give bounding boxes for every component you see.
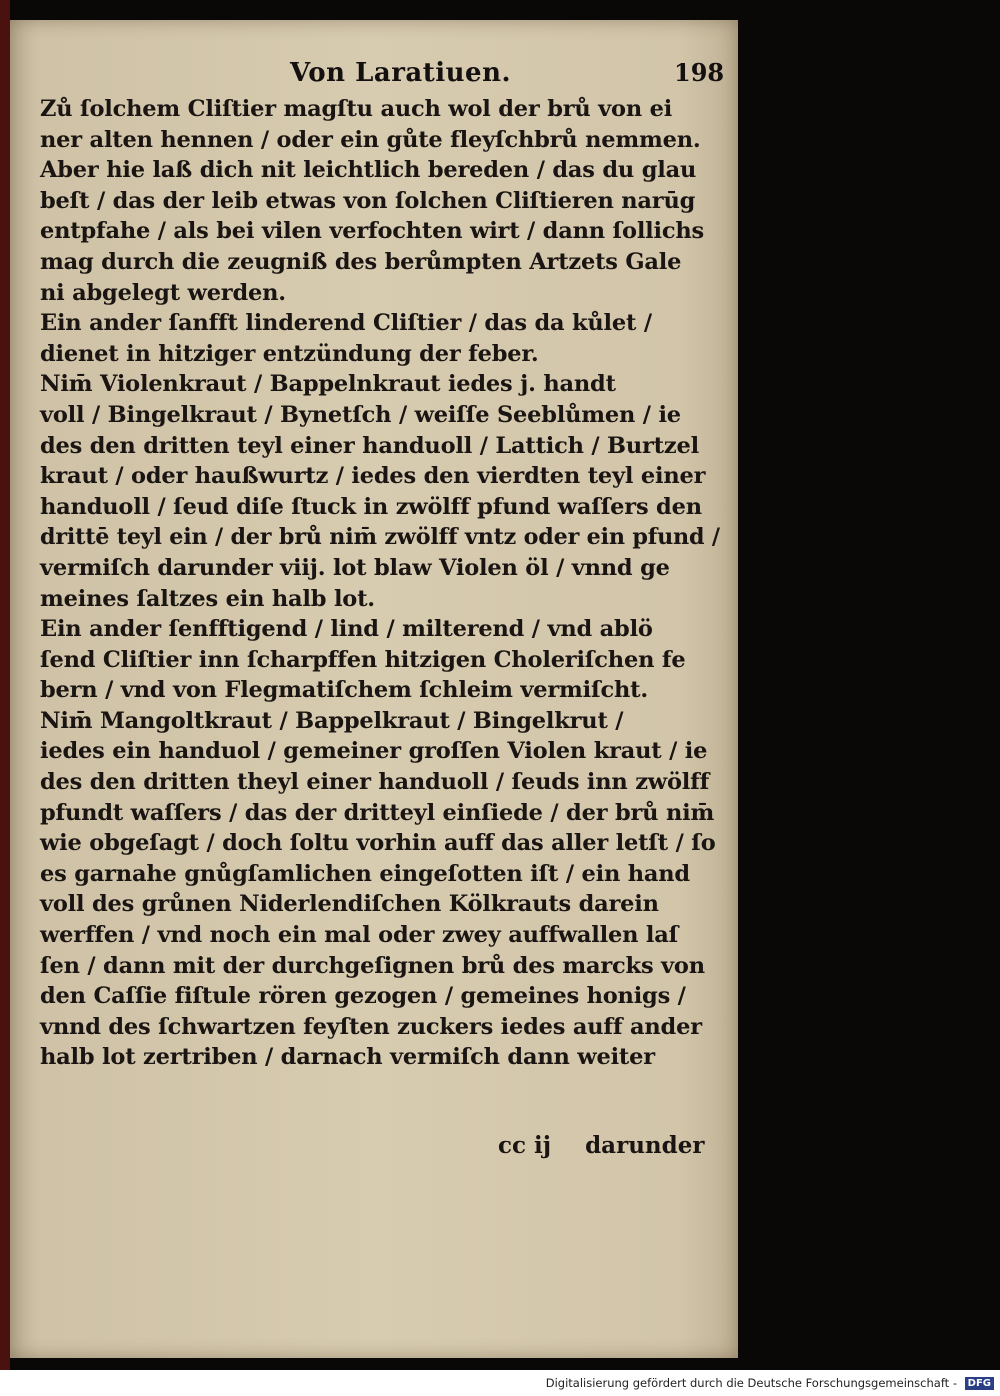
footer: [0, 1376, 994, 1396]
text-line: handuoll / ſeud diſe ſtuck in zwölff pfund waſſers den: [40, 493, 702, 520]
text-line: ſen / dann mit der durchgeſignen brů des marcks von: [40, 952, 705, 979]
text-line: drittē teyl ein / der brů nim̄ zwölff vntz oder ein pfund /: [40, 524, 720, 551]
signature-mark: cc ij: [498, 1132, 552, 1159]
text-line: vnnd des ſchwartzen feyſten zuckers iedes auff ander: [40, 1013, 702, 1040]
text-line: Zů ſolchem Cliſtier magſtu auch wol der brů von ei: [40, 96, 673, 122]
text-line: ſend Cliſtier inn ſcharpffen hitzigen Choleriſchen fe: [40, 646, 686, 673]
text-body: [40, 94, 720, 1073]
text-line: Aber hie laß dich nit leichtlich bereden / das du glau: [40, 157, 697, 184]
text-line: wie obgeſagt / doch ſoltu vorhin auff das aller letſt / ſo: [40, 830, 716, 857]
book-page: [10, 20, 738, 1358]
text-line: des den dritten theyl einer handuoll / ſeuds inn zwölff: [40, 769, 710, 796]
text-line: iedes ein handuol / gemeiner groſſen Violen kraut / ie: [40, 738, 708, 765]
dfg-logo: DFG: [965, 1377, 994, 1390]
text-line: entpfahe / als bei vilen verfochten wirt / dann ſollichs: [40, 218, 704, 245]
text-line: Nim̄ Mangoltkraut / Bappelkraut / Bingelkrut /: [40, 707, 624, 734]
text-line: beſt / das der leib etwas von ſolchen Cliſtieren narūg: [40, 187, 696, 214]
text-line: es garnahe gnůgſamlichen eingeſotten iſt / ein hand: [40, 860, 690, 887]
text-line: pfundt waſſers / das der dritteyl einſiede / der brů nim̄: [40, 799, 715, 826]
text-line: ner alten hennen / oder ein gůte fleyſchbrů nemmen.: [40, 126, 701, 153]
catchword: darunder: [585, 1132, 705, 1159]
text-line: voll des grůnen Niderlendiſchen Kölkrauts darein: [40, 891, 659, 918]
text-line: Nim̄ Violenkraut / Bappelnkraut iedes j. handt: [40, 371, 616, 398]
text-line: mag durch die zeugniß des berůmpten Artzets Gale: [40, 248, 682, 275]
text-line: meines ſaltzes ein halb lot.: [40, 585, 375, 612]
funding-note: Digitalisierung gefördert durch die Deutsche Forschungsgemeinschaft -: [545, 1376, 957, 1390]
page-header: [10, 58, 738, 92]
text-line: dienet in hitziger entzündung der feber.: [40, 340, 539, 367]
text-line: vermiſch darunder viij. lot blaw Violen öl / vnnd ge: [40, 554, 670, 581]
page-number: 198: [674, 58, 725, 87]
catchword-line: [498, 1132, 704, 1159]
text-line: halb lot zertriben / darnach vermiſch dann weiter: [40, 1044, 655, 1071]
text-line: kraut / oder haußwurtz / iedes den vierdten teyl einer: [40, 463, 706, 490]
text-line: bern / vnd von Flegmatiſchem ſchleim vermiſcht.: [40, 677, 648, 704]
book-edge: [0, 0, 10, 1370]
text-line: voll / Bingelkraut / Bynetſch / weiſſe Seeblůmen / ie: [40, 401, 681, 428]
text-line: ni abgelegt werden.: [40, 279, 286, 306]
running-head: Von Laratiuen.: [290, 58, 512, 88]
text-line: des den dritten teyl einer handuoll / Lattich / Burtzel: [40, 432, 699, 459]
text-line: werffen / vnd noch ein mal oder zwey auffwallen laſ: [40, 922, 679, 949]
text-line: Ein ander ſenfftigend / lind / milterend / vnd ablö: [40, 616, 653, 643]
text-line: den Caſſie fiſtule rören gezogen / gemeines honigs /: [40, 983, 686, 1010]
text-line: Ein ander ſanfft linderend Cliſtier / das da kůlet /: [40, 310, 652, 337]
